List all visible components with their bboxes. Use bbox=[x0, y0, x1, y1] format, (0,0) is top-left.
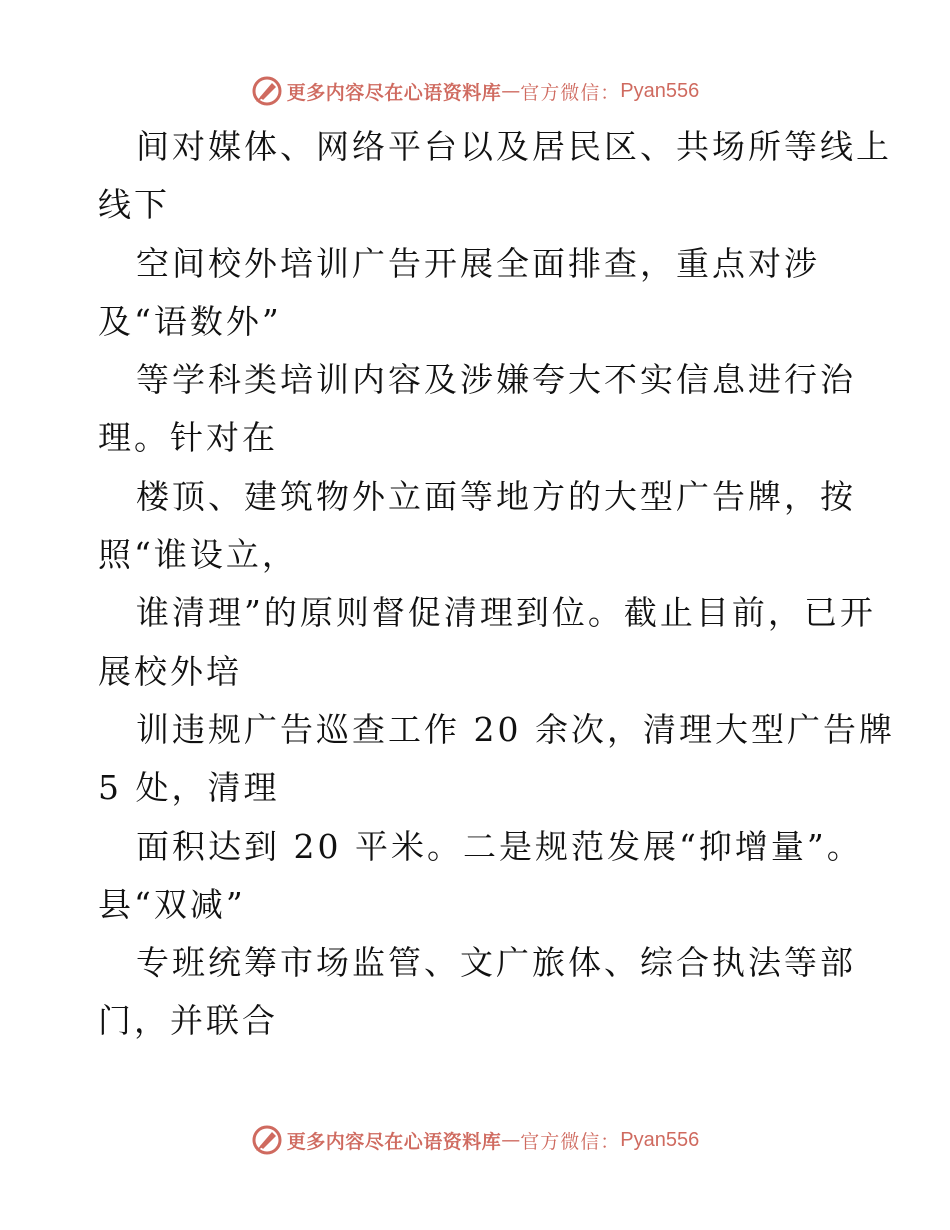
banner-wechat-id: Pyan556 bbox=[620, 79, 700, 102]
banner-site-text: 更多内容尽在心语资料库 bbox=[286, 81, 502, 104]
pen-nib-logo-icon bbox=[251, 75, 283, 107]
body-line: 理。针对在 bbox=[98, 418, 278, 458]
body-line: 线下 bbox=[98, 185, 170, 225]
header-banner bbox=[0, 74, 950, 108]
body-line: 训违规广告巡查工作 20 余次，清理大型广告牌 bbox=[136, 709, 895, 749]
body-line: 专班统筹市场监管、文广旅体、综合执法等部 bbox=[136, 943, 856, 983]
pen-nib-logo-icon bbox=[251, 1124, 283, 1156]
banner-wechat-id: Pyan556 bbox=[620, 1128, 700, 1151]
body-line: 间对媒体、网络平台以及居民区、共场所等线上 bbox=[136, 127, 892, 166]
footer-banner bbox=[0, 1123, 950, 1157]
body-line: 面积达到 20 平米。二是规范发展“抑增量”。 bbox=[136, 826, 863, 866]
banner-wechat-label: 官方微信： bbox=[520, 1130, 621, 1153]
body-line: 楼顶、建筑物外立面等地方的大型广告牌，按 bbox=[136, 476, 856, 516]
body-line: 5 处，清理 bbox=[98, 768, 280, 808]
body-line: 门，并联合 bbox=[98, 1001, 278, 1041]
banner-wechat-label: 官方微信： bbox=[520, 81, 621, 104]
body-line: 及“语数外” bbox=[98, 301, 282, 341]
body-line: 展校外培 bbox=[98, 651, 242, 691]
body-line: 谁清理”的原则督促清理到位。截止目前，已开 bbox=[136, 593, 876, 633]
body-line: 照“谁设立， bbox=[98, 535, 298, 575]
body-line: 县“双减” bbox=[98, 884, 246, 924]
banner-dash: — bbox=[501, 80, 521, 102]
banner-dash: — bbox=[501, 1129, 521, 1151]
body-line: 等学科类培训内容及涉嫌夸大不实信息进行治 bbox=[136, 360, 856, 400]
body-line: 空间校外培训广告开展全面排查，重点对涉 bbox=[136, 243, 820, 283]
banner-site-text: 更多内容尽在心语资料库 bbox=[286, 1130, 502, 1153]
document-body bbox=[98, 118, 895, 1051]
